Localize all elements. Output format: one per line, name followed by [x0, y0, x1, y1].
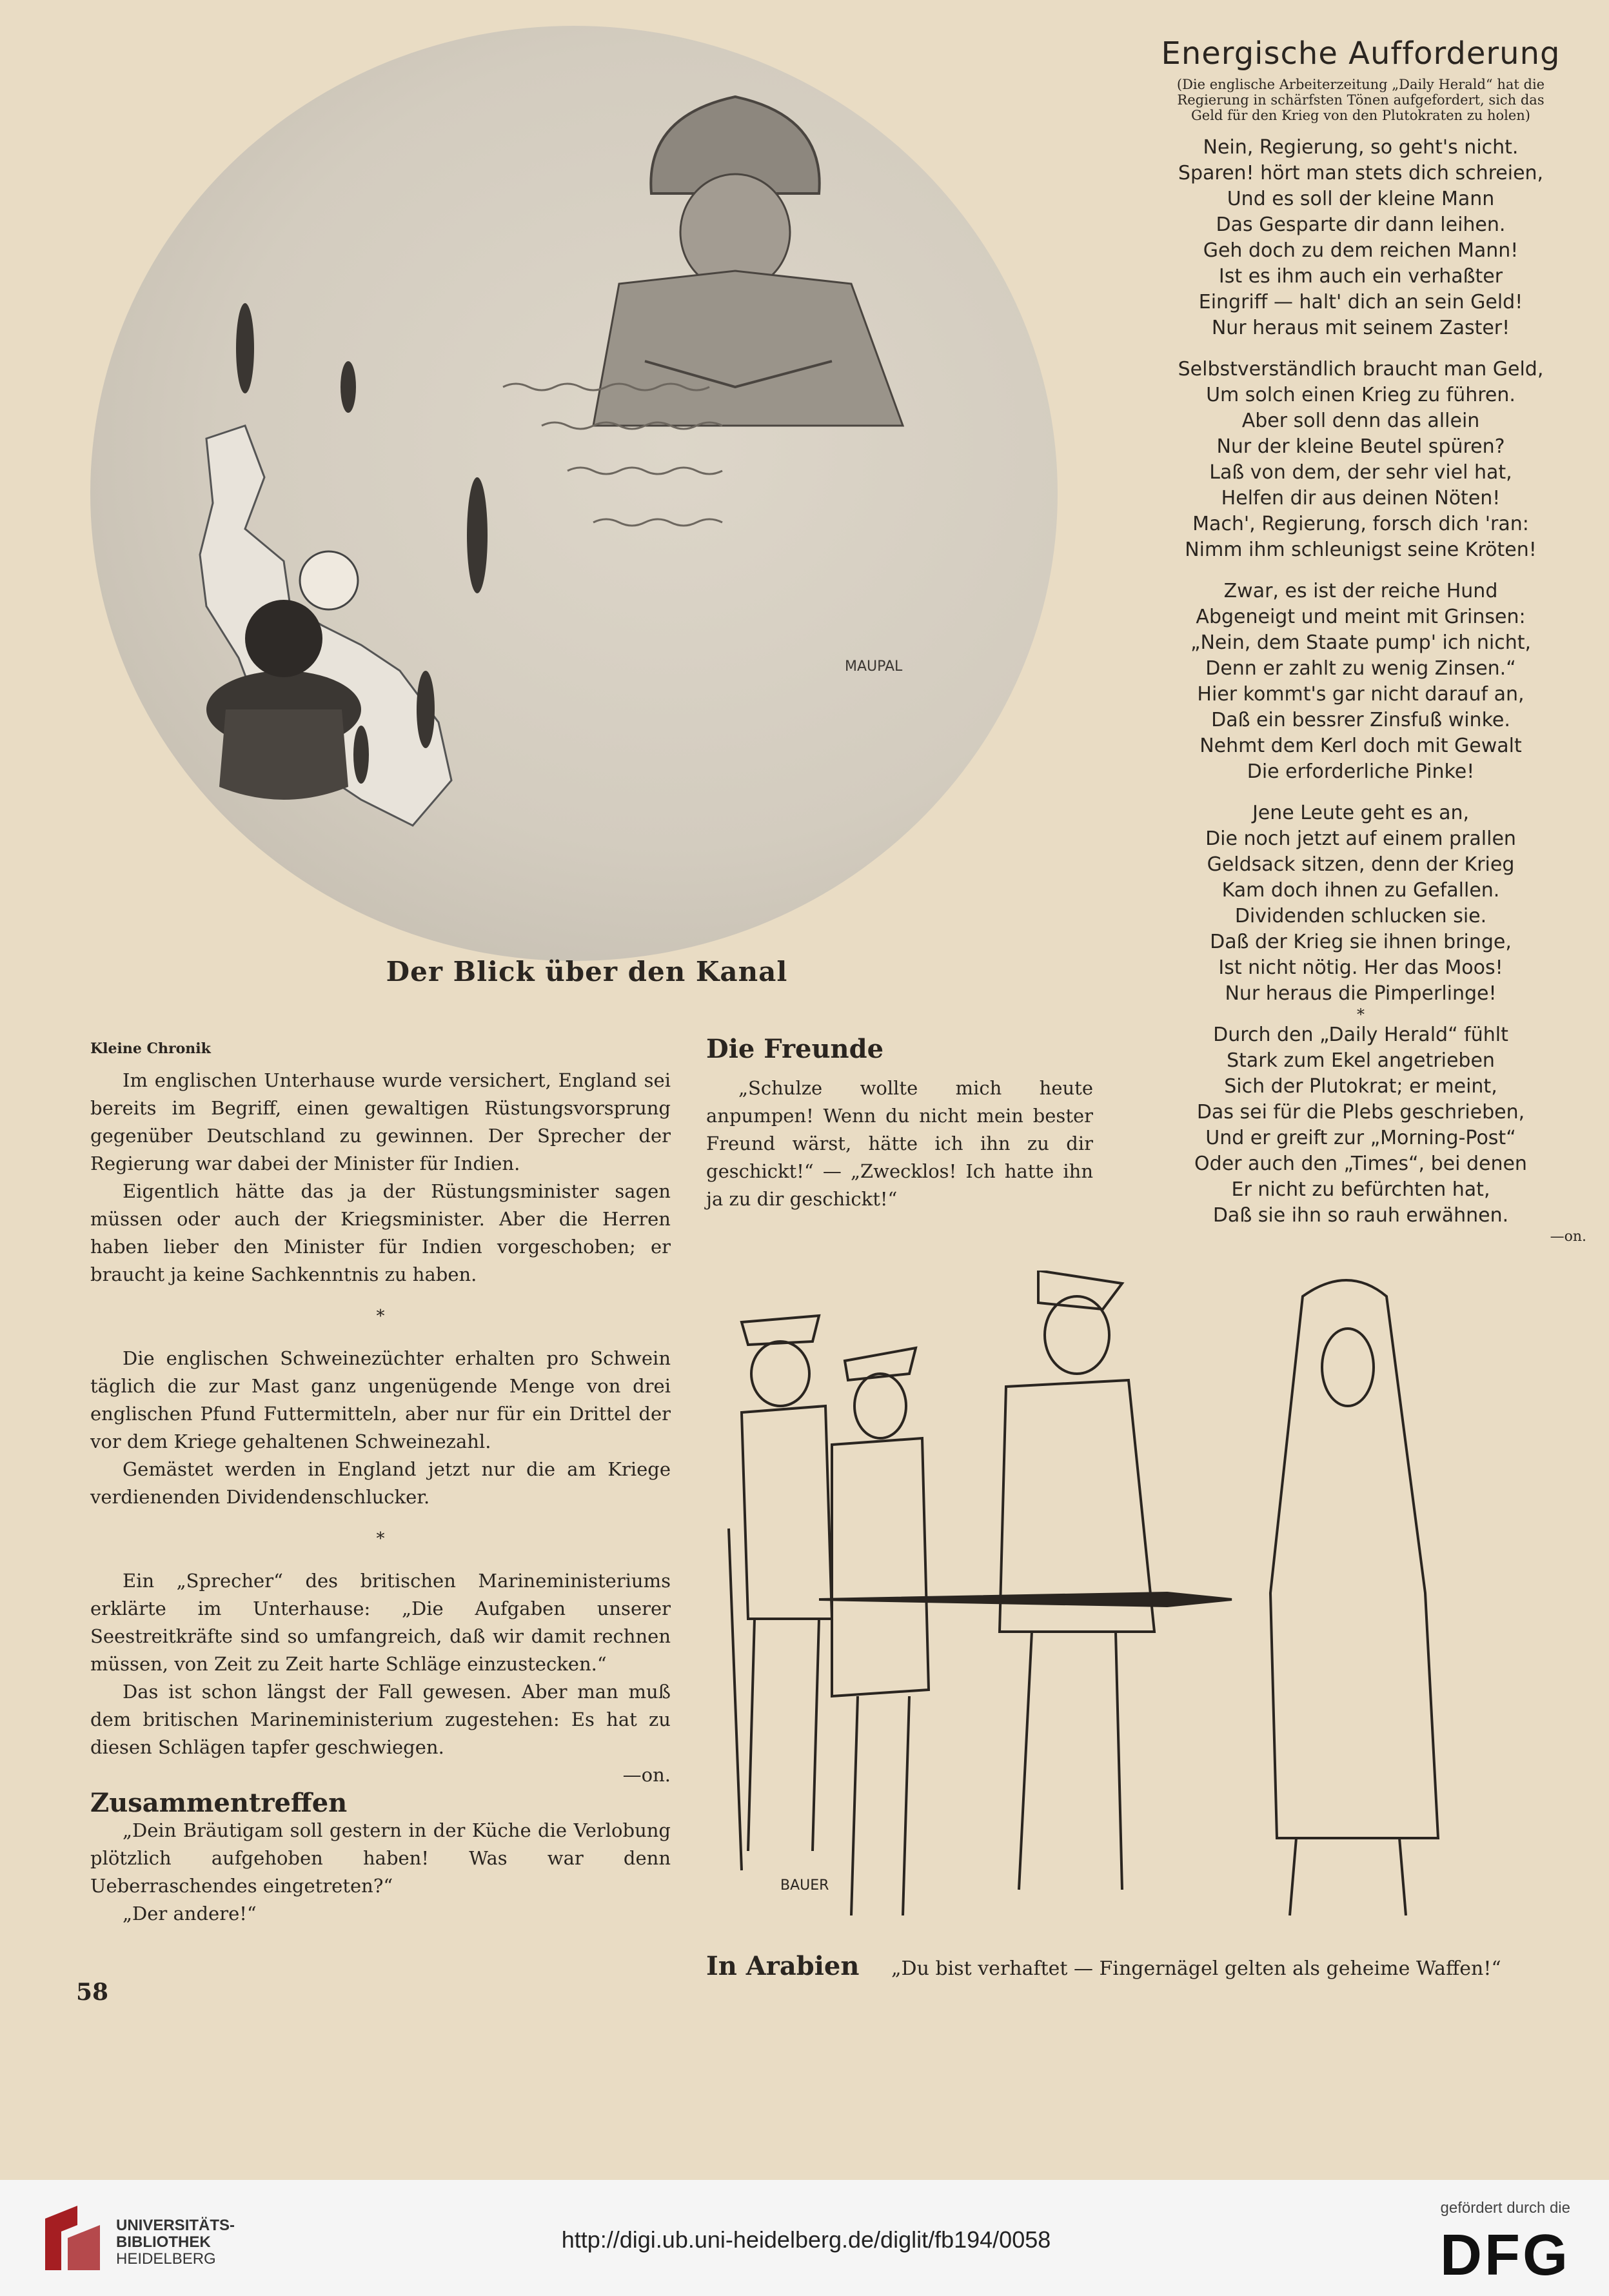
bottom-cartoon-drawing — [703, 1271, 1561, 1941]
poem-line: Ist es ihm auch ein verhaßter — [1218, 265, 1503, 288]
poem-line: Mach', Regierung, forsch dich 'ran: — [1192, 513, 1529, 535]
poem-line: Jene Leute geht es an, — [1252, 802, 1470, 824]
poem-line: Daß ein bessrer Zinsfuß winke. — [1211, 709, 1510, 731]
poem-stanza-3 — [1135, 579, 1586, 785]
left-signature: —on. — [622, 1764, 671, 1786]
soldier-left — [729, 1316, 832, 1870]
poem-line: Zwar, es ist der reiche Hund — [1223, 580, 1498, 602]
separator: * — [376, 1307, 385, 1326]
poem-stanza-4 — [1135, 800, 1586, 1007]
poem-line: Um solch einen Krieg zu führen. — [1206, 384, 1515, 406]
poem-line: Laß von dem, der sehr viel hat, — [1209, 461, 1512, 484]
top-cartoon — [90, 26, 1058, 961]
poem-subtitle — [1135, 77, 1586, 123]
poem-subtitle-line: (Die englische Arbeiterzeitung „Daily Herald“ hat die — [1176, 77, 1545, 92]
top-cartoon-drawing — [90, 26, 1058, 961]
paragraph: Gemästet werden in England jetzt nur die am Kriege verdienenden Dividendenschlucker. — [90, 1458, 671, 1508]
poem-line: Kam doch ihnen zu Gefallen. — [1221, 879, 1500, 902]
dfg-logo: DFG — [1440, 2223, 1570, 2288]
left-column — [90, 1035, 671, 1928]
caption-lead: In Arabien — [706, 1951, 860, 1981]
poem-line: Die noch jetzt auf einem prallen — [1205, 827, 1516, 850]
paragraph: Im englischen Unterhause wurde versichert, England sei bereits im Begriff, einen gewaltigen Rüstungsvorsprung gegenüber Deutschland zu gewinnen. Der Sprecher der Regierung war dabei der Minister für Indien. — [90, 1069, 671, 1174]
heading-die-freunde: Die Freunde — [706, 1034, 884, 1064]
poem-line: Nur der kleine Beutel spüren? — [1216, 435, 1505, 458]
poem-final-stanza — [1135, 1022, 1586, 1229]
poem-line: Sparen! hört man stets dich schreien, — [1178, 162, 1544, 184]
poem-signature: —on. — [1550, 1229, 1586, 1245]
artist-signature-bottom: BAUER — [780, 1877, 829, 1894]
poem-line: Daß sie ihn so rauh erwähnen. — [1212, 1204, 1509, 1227]
poem-line: Daß der Krieg sie ihnen bringe, — [1210, 931, 1512, 953]
paragraph: Die englischen Schweinezüchter erhalten pro Schwein täglich die zur Mast ganz ungenügende Menge von drei englischen Pfund Futtermitteln, aber nur für ein Drittel der vor dem Kriege gehaltenen Schweinezahl. — [90, 1347, 671, 1452]
poem-line: Ist nicht nötig. Her das Moos! — [1218, 956, 1503, 979]
poem-line: Selbstverständlich braucht man Geld, — [1178, 358, 1544, 381]
soldier-figure — [593, 97, 903, 426]
institution-line: UNIVERSITÄTS- — [116, 2217, 235, 2234]
poem-line: Nur heraus die Pimperlinge! — [1225, 982, 1497, 1005]
funded-by-label: gefördert durch die — [1440, 2199, 1570, 2217]
poem-line: Sich der Plutokrat; er meint, — [1224, 1075, 1497, 1098]
poem-subtitle-line: Regierung in schärfsten Tönen aufgefordert, sich das — [1177, 92, 1545, 108]
institution-line: HEIDELBERG — [116, 2250, 216, 2268]
artist-signature-top: MAUPAL — [845, 658, 903, 675]
poem-line: Nehmt dem Kerl doch mit Gewalt — [1199, 735, 1522, 757]
top-cartoon-caption: Der Blick über den Kanal — [386, 956, 788, 987]
poem-line: Abgeneigt und meint mit Grinsen: — [1196, 606, 1526, 628]
permalink-url[interactable]: http://digi.ub.uni-heidelberg.de/diglit/fb194/0058 — [561, 2226, 1051, 2253]
institution-line: BIBLIOTHEK — [116, 2233, 211, 2251]
poem-line: Stark zum Ekel angetrieben — [1227, 1049, 1495, 1072]
poem-title: Energische Aufforderung — [1161, 35, 1561, 72]
university-name — [116, 2217, 235, 2268]
poem — [1135, 35, 1586, 1245]
bottom-cartoon-caption — [706, 1951, 1564, 1981]
poem-stanza-2 — [1135, 357, 1586, 563]
poem-line: Denn er zahlt zu wenig Zinsen.“ — [1205, 657, 1516, 680]
paragraph: „Schulze wollte mich heute anpumpen! Wenn du nicht mein bester Freund wärst, hätte ich ihn zu dir geschickt!“ — „Zwecklos! Ich hatte ihn ja zu dir geschickt!“ — [706, 1077, 1093, 1210]
heading-zusammentreffen: Zusammentreffen — [90, 1788, 348, 1818]
poem-line: Durch den „Daily Herald“ fühlt — [1213, 1024, 1508, 1046]
paragraph: „Dein Bräutigam soll gestern in der Küche die Verlobung plötzlich aufgehoben haben! Was war denn Ueberraschendes eingetreten?“ — [90, 1819, 671, 1897]
paragraph: Das ist schon längst der Fall gewesen. Aber man muß dem britischen Marineministerium zugestehen: Es hat zu diesen Schlägen tapfer geschwiegen. — [90, 1681, 671, 1758]
section-title-kleine-chronik: Kleine Chronik — [90, 1040, 211, 1057]
poem-line: „Nein, dem Staate pump' ich nicht, — [1190, 631, 1532, 654]
poem-line: Nimm ihm schleunigst seine Kröten! — [1185, 539, 1537, 561]
poem-line: Geldsack sitzen, denn der Krieg — [1207, 853, 1515, 876]
bottom-cartoon — [703, 1271, 1561, 1941]
university-logo-icon — [39, 2199, 110, 2277]
poem-line: Er nicht zu befürchten hat, — [1231, 1178, 1490, 1201]
poem-line: Aber soll denn das allein — [1241, 410, 1480, 432]
britain-map — [200, 426, 451, 826]
poem-separator: * — [1357, 1005, 1365, 1024]
poem-line: Helfen dir aus deinen Nöten! — [1221, 487, 1501, 510]
soldier-right — [1000, 1271, 1154, 1890]
poem-line: Eingriff — halt' dich an sein Geld! — [1198, 291, 1523, 313]
paragraph: Eigentlich hätte das ja der Rüstungsminister sagen müssen oder auch der Kriegsminister. Aber die Herren haben lieber den Minister für Indien vorgeschoben; er braucht ja keine Sachkenntnis zu haben. — [90, 1180, 671, 1285]
page-number: 58 — [76, 1979, 109, 2006]
poem-line: Oder auch den „Times“, bei denen — [1194, 1153, 1527, 1175]
paragraph: Ein „Sprecher“ des britischen Marineministeriums erklärte im Unterhause: „Die Aufgaben unserer Seestreitkräfte sind so umfangreich, daß wir damit rechnen müssen, von Zeit zu Zeit harte Schläge einzustecken.“ — [90, 1570, 671, 1675]
poem-line: Dividenden schlucken sie. — [1234, 905, 1487, 927]
footer-bar — [0, 2180, 1609, 2296]
arab-figure — [1270, 1280, 1438, 1915]
poem-line: Die erforderliche Pinke! — [1247, 760, 1475, 783]
caption-text: „Du bist verhaftet — Fingernägel gelten als geheime Waffen!“ — [891, 1957, 1501, 1980]
paragraph: „Der andere!“ — [123, 1903, 257, 1925]
poem-stanza-1 — [1135, 135, 1586, 341]
poem-line: Und es soll der kleine Mann — [1227, 188, 1495, 210]
poem-line: Geh doch zu dem reichen Mann! — [1203, 239, 1519, 262]
separator: * — [376, 1529, 385, 1549]
poem-line: Nein, Regierung, so geht's nicht. — [1203, 136, 1519, 159]
poem-subtitle-line: Geld für den Krieg von den Plutokraten zu holen) — [1191, 108, 1530, 123]
poem-line: Nur heraus mit seinem Zaster! — [1211, 317, 1510, 339]
poem-line: Hier kommt's gar nicht darauf an, — [1197, 683, 1525, 706]
middle-column — [706, 1035, 1093, 1213]
poem-line: Und er greift zur „Morning-Post“ — [1205, 1127, 1516, 1149]
poem-line: Das Gesparte dir dann leihen. — [1216, 213, 1506, 236]
poem-line: Das sei für die Plebs geschrieben, — [1196, 1101, 1525, 1123]
